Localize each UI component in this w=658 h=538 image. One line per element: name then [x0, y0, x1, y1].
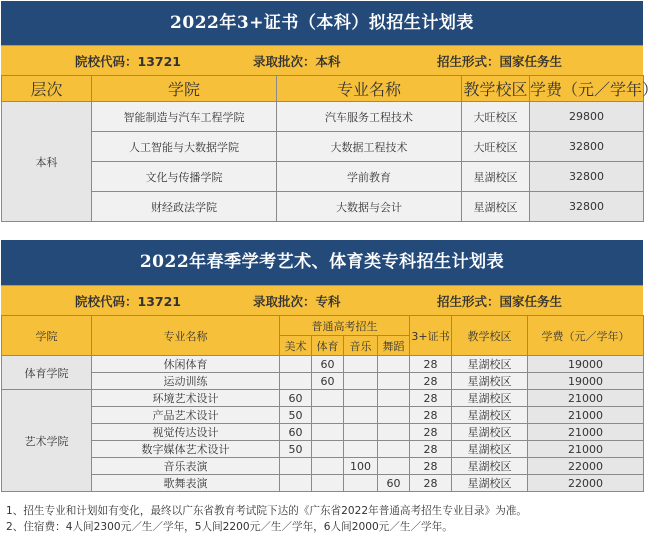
table2-college-cell: 艺术学院 — [2, 390, 92, 492]
major-cell: 学前教育 — [277, 162, 462, 192]
campus-cell: 星湖校区 — [462, 192, 530, 222]
table-row — [2, 373, 644, 390]
table-row — [2, 192, 644, 222]
table2-college-cell: 体育学院 — [2, 356, 92, 390]
table2-header-fee: 学费（元／学年） — [528, 316, 644, 356]
major-cell: 运动训练 — [92, 373, 280, 390]
fee-cell: 22000 — [528, 458, 644, 475]
dance-cell — [378, 458, 410, 475]
pe-cell — [312, 390, 344, 407]
pe-cell — [312, 458, 344, 475]
fee-cell: 21000 — [528, 424, 644, 441]
fee-cell: 21000 — [528, 407, 644, 424]
table-row — [2, 356, 644, 373]
table-row — [2, 458, 644, 475]
table2-batch: 录取批次：专科 — [253, 293, 341, 309]
art-cell: 50 — [280, 441, 312, 458]
table2-header-pe: 体育 — [312, 336, 344, 356]
pe-cell — [312, 475, 344, 492]
table2-header-campus: 教学校区 — [452, 316, 528, 356]
college-cell: 文化与传播学院 — [92, 162, 277, 192]
table1-header-fee: 学费（元／学年） — [530, 76, 644, 102]
table1-batch: 录取批次：本科 — [253, 53, 341, 69]
campus-cell: 星湖校区 — [452, 373, 528, 390]
table-row — [2, 441, 644, 458]
art-cell — [280, 458, 312, 475]
cert-cell: 28 — [410, 407, 452, 424]
cert-cell: 28 — [410, 475, 452, 492]
major-cell: 大数据工程技术 — [277, 132, 462, 162]
major-cell: 环境艺术设计 — [92, 390, 280, 407]
pe-cell — [312, 424, 344, 441]
fee-cell: 32800 — [530, 132, 644, 162]
pe-cell: 60 — [312, 373, 344, 390]
campus-cell: 星湖校区 — [452, 475, 528, 492]
dance-cell — [378, 390, 410, 407]
cert-cell: 28 — [410, 390, 452, 407]
campus-cell: 星湖校区 — [452, 390, 528, 407]
table1-title: 2022年3+证书（本科）拟招生计划表 — [1, 1, 643, 45]
music-cell: 100 — [344, 458, 378, 475]
table1-header-major: 专业名称 — [277, 76, 462, 102]
dance-cell — [378, 407, 410, 424]
campus-cell: 星湖校区 — [452, 356, 528, 373]
fee-cell: 32800 — [530, 192, 644, 222]
table-row — [2, 162, 644, 192]
pe-cell: 60 — [312, 356, 344, 373]
campus-cell: 星湖校区 — [452, 441, 528, 458]
art-cell — [280, 475, 312, 492]
major-cell: 数字媒体艺术设计 — [92, 441, 280, 458]
major-cell: 汽车服务工程技术 — [277, 102, 462, 132]
dance-cell — [378, 356, 410, 373]
major-cell: 产品艺术设计 — [92, 407, 280, 424]
art-cell — [280, 356, 312, 373]
fee-cell: 19000 — [528, 373, 644, 390]
table-row — [2, 475, 644, 492]
table1-form: 招生形式：国家任务生 — [437, 53, 563, 69]
table-row — [2, 407, 644, 424]
music-cell — [344, 356, 378, 373]
major-cell: 歌舞表演 — [92, 475, 280, 492]
fee-cell: 21000 — [528, 390, 644, 407]
fee-cell: 21000 — [528, 441, 644, 458]
art-cell: 60 — [280, 390, 312, 407]
table1-header-college: 学院 — [92, 76, 277, 102]
footnote-1: 1、招生专业和计划如有变化，最终以广东省教育考试院下达的《广东省2022年普通高考招生专业目录》为准。 — [6, 505, 528, 517]
cert-cell: 28 — [410, 441, 452, 458]
table2-header-music: 音乐 — [344, 336, 378, 356]
table1-info-bar — [1, 45, 643, 75]
fee-cell: 19000 — [528, 356, 644, 373]
fee-cell: 29800 — [530, 102, 644, 132]
campus-cell: 大旺校区 — [462, 102, 530, 132]
table2-header-college: 学院 — [2, 316, 92, 356]
table1-school-code: 院校代码：13721 — [75, 53, 181, 69]
pe-cell — [312, 441, 344, 458]
footnote-2: 2、住宿费：4人间2300元／生／学年，5人间2200元／生／学年，6人间2000元／生／学年。 — [6, 521, 453, 533]
dance-cell: 60 — [378, 475, 410, 492]
table2-title: 2022年春季学考艺术、体育类专科招生计划表 — [1, 240, 643, 285]
music-cell — [344, 424, 378, 441]
art-cell — [280, 373, 312, 390]
campus-cell: 星湖校区 — [462, 162, 530, 192]
music-cell — [344, 475, 378, 492]
art-cell: 50 — [280, 407, 312, 424]
table2-school-code: 院校代码：13721 — [75, 293, 181, 309]
table2-header-major: 专业名称 — [92, 316, 280, 356]
table1-header-campus: 教学校区 — [462, 76, 530, 102]
music-cell — [344, 441, 378, 458]
fee-cell: 32800 — [530, 162, 644, 192]
table2-info-bar — [1, 285, 643, 315]
table1 — [1, 75, 658, 222]
major-cell: 休闲体育 — [92, 356, 280, 373]
major-cell: 视觉传达设计 — [92, 424, 280, 441]
music-cell — [344, 373, 378, 390]
table-row — [2, 390, 644, 407]
cert-cell: 28 — [410, 458, 452, 475]
fee-cell: 22000 — [528, 475, 644, 492]
cert-cell: 28 — [410, 424, 452, 441]
pe-cell — [312, 407, 344, 424]
table-row — [2, 132, 644, 162]
table1-header-level: 层次 — [2, 76, 92, 102]
college-cell: 人工智能与大数据学院 — [92, 132, 277, 162]
table-row — [2, 424, 644, 441]
college-cell: 财经政法学院 — [92, 192, 277, 222]
dance-cell — [378, 424, 410, 441]
major-cell: 大数据与会计 — [277, 192, 462, 222]
dance-cell — [378, 373, 410, 390]
cert-cell: 28 — [410, 356, 452, 373]
campus-cell: 星湖校区 — [452, 407, 528, 424]
table2-header-dance: 舞蹈 — [378, 336, 410, 356]
campus-cell: 大旺校区 — [462, 132, 530, 162]
table2-header-art: 美术 — [280, 336, 312, 356]
dance-cell — [378, 441, 410, 458]
campus-cell: 星湖校区 — [452, 458, 528, 475]
footnotes — [6, 503, 527, 535]
table2-form: 招生形式：国家任务生 — [437, 293, 563, 309]
campus-cell: 星湖校区 — [452, 424, 528, 441]
art-cell: 60 — [280, 424, 312, 441]
table2 — [1, 315, 644, 492]
table1-block — [1, 1, 658, 222]
table1-level-cell: 本科 — [2, 102, 92, 222]
table2-header-cert: 3+证书 — [410, 316, 452, 356]
major-cell: 音乐表演 — [92, 458, 280, 475]
music-cell — [344, 407, 378, 424]
table2-block — [1, 240, 643, 492]
music-cell — [344, 390, 378, 407]
table-row — [2, 102, 644, 132]
cert-cell: 28 — [410, 373, 452, 390]
table2-header-group: 普通高考招生 — [280, 316, 410, 336]
college-cell: 智能制造与汽车工程学院 — [92, 102, 277, 132]
